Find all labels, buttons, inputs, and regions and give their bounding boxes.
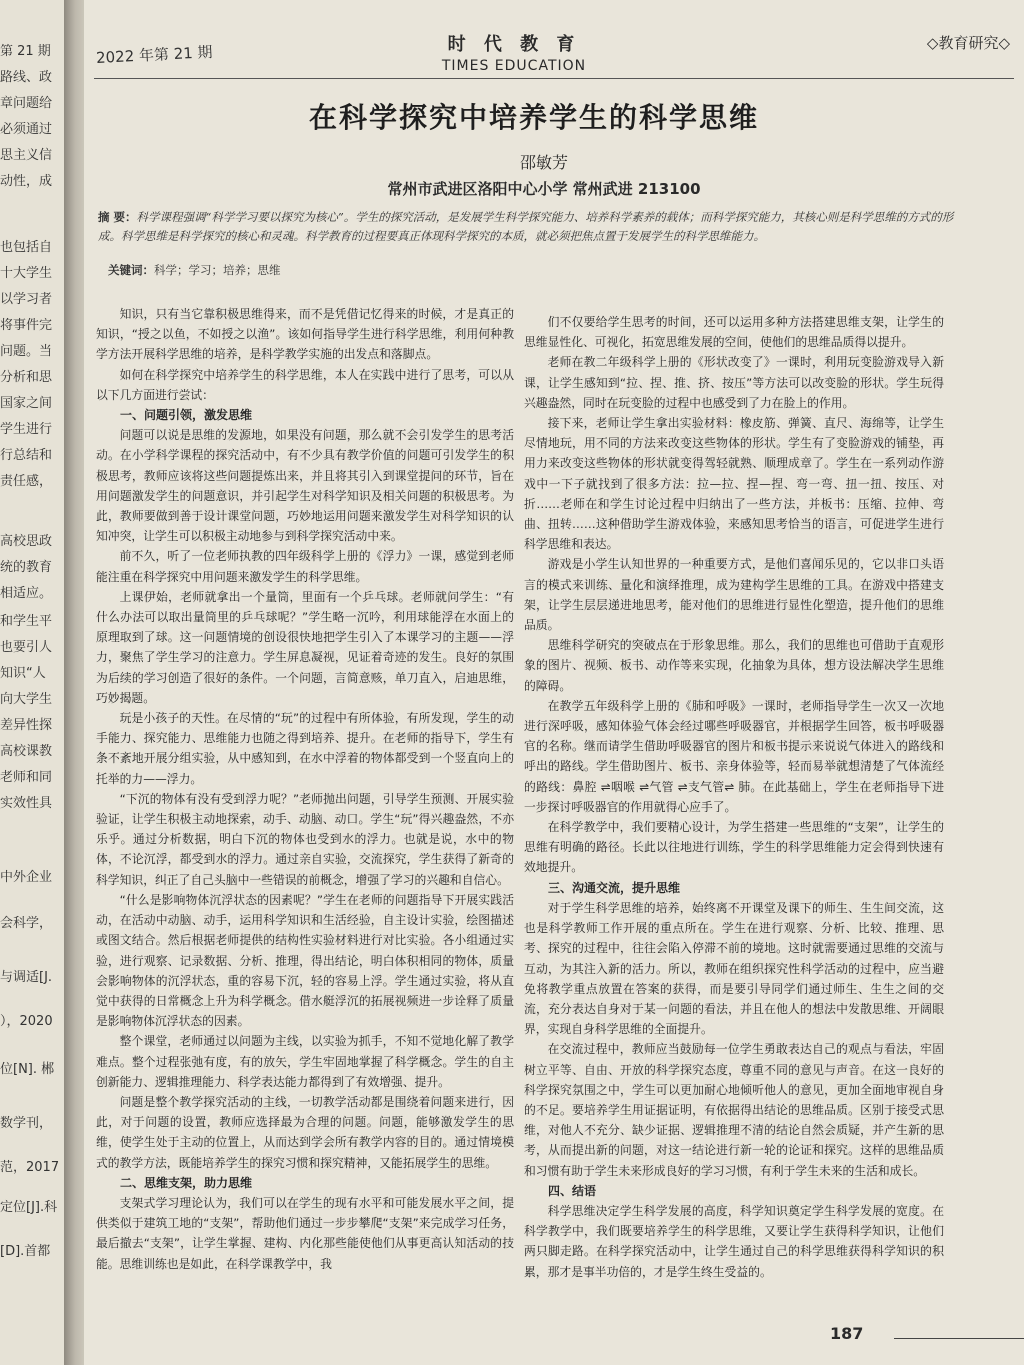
section-heading: 四、结语: [548, 1183, 597, 1198]
left-page-line: 相适应。: [0, 586, 53, 601]
journal-page: [84, 0, 1024, 1365]
keywords-text: 科学；学习；培养；思维: [154, 263, 281, 277]
left-page-line: 将事件完: [0, 318, 53, 333]
left-page-line: ），2020: [0, 1014, 53, 1029]
left-page-line: 也要引人: [0, 640, 53, 655]
journal-name-cn: 时 代 教 育: [447, 34, 581, 55]
body-paragraph: 问题可以说是思维的发源地，如果没有问题，那么就不会引发学生的思考活动。在小学科学课程的探究活动中，有不少具有教学价值的问题可引发学生的积极思考，教师应该将这些问题提炼出来，并且将其引入到课堂提问的环节，旨在用问题激发学生的问题意识，并引起学生对科学知识及相关问题的积极思考。为此，教师要做到善于设计课堂问题，巧妙地运用问题来激发学生对科学知识的认知冲突，让学生可以积极主动地参与到科学探究活动中来。: [96, 428, 514, 544]
body-paragraph: 对于学生科学思维的培养，始终离不开课堂及课下的师生、生生间交流，这也是科学教师工作开展的重点所在。学生在进行观察、分析、比较、推理、思考、探究的过程中，往往会陷入停滞不前的境地。这时就需要通过思维的交流与互动，为其注入新的活力。所以，教师在组织探究性科学活动的过程中，应当避免将教学重点放置在答案的获得，而是要引导同学们通过师生、生生之间的交流，充分表达自身对于某一问题的看法，并且在他人的想法中发散思维、开阔眼界，实现自身科学思维的全面提升。: [524, 900, 944, 1037]
body-paragraph: 在教学五年级科学上册的《肺和呼吸》一课时，老师指导学生一次又一次地进行深呼吸，感知体验气体会经过哪些呼吸器官，并根据学生回答，板书呼吸器官的名称。继而请学生借助呼吸器官的图片和板书提示来说说气体进入的路线和呼出的路线。学生借助图片、板书、亲身体验等，轻而易举就想清楚了气体流经的路线：鼻腔 ⇌咽喉 ⇌气管 ⇌支气管⇌ 肺。在此基础上，学生在老师指导下进一步探讨呼吸器官的作用就得心应手了。: [524, 698, 944, 814]
abstract-text: 科学课程强调“科学学习要以探究为核心”。学生的探究活动，是发展学生科学探究能力、培养科学素养的载体；而科学探究能力，其核心则是科学思维的方式的形成。科学思维是科学探究的核心和灵魂。科学教育的过程要真正体现科学探究的本质，就必须把焦点置于发展学生的科学思维能力。: [98, 210, 954, 243]
body-paragraph: 思维科学研究的突破点在于形象思维。那么，我们的思维也可借助于直观形象的图片、视频、板书、动作等来实现，化抽象为具体，想方设法解决学生思维的障碍。: [524, 638, 944, 693]
left-page-line: 动性，成: [0, 174, 53, 189]
issue-label: 2022 年第 21 期: [95, 42, 213, 68]
keywords: [108, 262, 281, 278]
section-heading: 三、沟通交流，提升思维: [548, 880, 681, 895]
left-page-line: 必须通过: [0, 122, 53, 137]
section-label: ◇教育研究◇: [926, 34, 1010, 52]
body-paragraph: 在交流过程中，教师应当鼓励每一位学生勇敢表达自己的观点与看法，牢固树立平等、自由、开放的科学探究态度，尊重不同的意见与声音。在这一良好的科学探究氛围之中，学生可以更加耐心地倾听他人的意见，更加全面地审视自身的不足。要培养学生用证据证明，有依据得出结论的思维品质。区别于接受式思维，对他人不充分、缺少证据、逻辑推理不清的结论自然会质疑，并产生新的思考，从而提出新的问题，对这一结论进行新一轮的论证和探究。这样的思维品质和习惯有助于学生未来形成良好的学习习惯，有利于学生未来的生活和成长。: [524, 1042, 944, 1178]
left-page-line: 差异性探: [0, 718, 53, 733]
body-paragraph: 如何在科学探究中培养学生的科学思维，本人在实践中进行了思考，可以从以下几方面进行尝试：: [96, 367, 514, 402]
body-paragraph: 支架式学习理论认为，我们可以在学生的现有水平和可能发展水平之间，提供类似于建筑工地的“支架”，帮助他们通过一步步攀爬“支架”来完成学习任务，最后撤去“支架”，让学生掌握、建构、内化那些能使他们从事更高认知活动的技能。思维训练也是如此，在科学课教学中，我: [96, 1195, 514, 1271]
body-paragraph: 知识，只有当它靠积极思维得来，而不是凭借记忆得来的时候，才是真正的知识，“授之以鱼，不如授之以渔”。该如何指导学生进行科学思维，利用何种教学方法开展科学思维的培养，是科学教学实施的出发点和落脚点。: [96, 307, 514, 362]
body-paragraph: 游戏是小学生认知世界的一种重要方式，是他们喜闻乐见的，它以非口头语言的模式来训练、量化和演绎推理，成为建构学生思维的工具。在游戏中搭建支架，让学生层层递进地思考，能对他们的思维进行显性化塑造，提升他们的思维品质。: [524, 557, 944, 633]
left-page-fragment: [0, 0, 72, 1365]
body-column-left: [96, 304, 514, 1274]
left-page-line: 和学生平: [0, 614, 53, 629]
left-page-line: 范，2017: [0, 1160, 60, 1175]
left-page-line: 问题。当: [0, 344, 53, 359]
page-number: 187: [830, 1324, 864, 1343]
left-page-line: 与调适[J.: [0, 970, 53, 985]
left-page-line: 中外企业: [0, 870, 53, 885]
left-page-line: [D].首都: [0, 1244, 51, 1259]
left-page-line: 统的教育: [0, 560, 53, 575]
article-author: 邵敏芳: [519, 153, 568, 172]
article-title: 在科学探究中培养学生的科学思维: [308, 101, 759, 134]
body-paragraph: 前不久，听了一位老师执教的四年级科学上册的《浮力》一课，感觉到老师能注重在科学探究中用问题来激发学生的科学思维。: [96, 549, 514, 584]
keywords-label: 关键词：: [108, 263, 154, 277]
running-header: [84, 22, 1024, 82]
left-page-line: 数学刊，: [0, 1116, 53, 1131]
left-page-line: 定位[J].科: [0, 1200, 58, 1215]
abstract: [98, 208, 958, 246]
left-page-line: 高校课教: [0, 744, 53, 759]
left-page-line: 向大学生: [0, 692, 53, 707]
left-page-line: 十大学生: [0, 266, 53, 281]
left-page-line: 实效性具: [0, 796, 53, 811]
body-paragraph: 科学思维决定学生科学发展的高度，科学知识奠定学生科学发展的宽度。在科学教学中，我们既要培养学生的科学思维，又要让学生获得科学知识，让他们两只脚走路。在科学探究活动中，让学生通过自己的科学思维获得科学知识的积累，那才是事半功倍的，才是学生终生受益的。: [524, 1203, 944, 1279]
section-heading: 二、思维支架，助力思维: [120, 1175, 253, 1190]
left-page-line: 学生进行: [0, 422, 53, 437]
journal-name-en: TIMES EDUCATION: [441, 58, 587, 74]
left-page-line: 高校思政: [0, 534, 53, 549]
journal-masthead: [414, 30, 614, 74]
left-page-line: 章问题给: [0, 96, 53, 111]
abstract-label: 摘 要：: [98, 210, 137, 224]
left-page-line: 路线、政: [0, 70, 53, 85]
left-page-line: 责任感，: [0, 474, 53, 489]
body-paragraph: 们不仅要给学生思考的时间，还可以运用多种方法搭建思维支架，让学生的思维显性化、可视化，拓宽思维发展的空间，使他们的思维品质得以提升。: [524, 315, 944, 350]
body-column-right: [524, 312, 944, 1282]
section-heading: 一、问题引领，激发思维: [120, 408, 253, 423]
left-page-line: 以学习者: [0, 292, 53, 307]
footer-rule: [894, 1338, 1024, 1339]
left-page-line: 位[N]. 郴: [0, 1062, 55, 1077]
left-page-line: 也包括自: [0, 240, 53, 255]
left-page-line: 知识“人: [0, 666, 46, 681]
left-page-line: 思主义信: [0, 148, 53, 163]
body-paragraph: 上课伊始，老师就拿出一个量筒，里面有一个乒乓球。老师就问学生：“有什么办法可以取出量筒里的乒乓球呢？”学生略一沉吟，利用球能浮在水面上的原理取到了球。这一问题情境的创设很快地把学生引入了本课学习的主题——浮力，聚焦了学生学习的注意力。学生屏息凝视，见证着奇迹的发生。良好的氛围为后续的学习创造了很好的条件。一个问题，言简意赅，单刀直入，启迪思维，巧妙揭题。: [96, 589, 514, 705]
article-affiliation: 常州市武进区洛阳中心小学 常州武进 213100: [387, 180, 701, 198]
left-page-line: 会科学，: [0, 916, 53, 931]
body-paragraph: 玩是小孩子的天性。在尽情的“玩”的过程中有所体验，有所发现，学生的动手能力、探究能力、思维能力也随之得到培养、提升。在老师的指导下，学生有条不紊地开展分组实验，从中感知到，在水中浮着的物体都受到一个竖直向上的托举的力——浮力。: [96, 711, 514, 786]
left-page-line: 第 21 期: [0, 44, 51, 59]
body-paragraph: 接下来，老师让学生拿出实验材料：橡皮筋、弹簧、直尺、海绵等，让学生尽情地玩，用不同的方法来改变这些物体的形状。学生有了变脸游戏的铺垫，再用力来改变这些物体的形状就变得驾轻就熟、顺理成章了。学生在一系列动作游戏中一下子就找到了很多方法：拉—拉、捏—捏、弯一弯、扭一扭、按压、对折……老师在和学生讨论过程中归纳出了一些方法，并板书：压缩、拉伸、弯曲、扭转……这种借助学生游戏体验，来感知思考恰当的语言，可促进学生进行科学思维和表达。: [524, 416, 944, 552]
header-rule: [94, 78, 1014, 79]
left-page-line: 国家之间: [0, 396, 53, 411]
body-paragraph: 老师在教二年级科学上册的《形状改变了》一课时，利用玩变脸游戏导入新课，让学生感知到“拉、捏、推、挤、按压”等方法可以改变脸的形状。学生玩得兴趣盎然，同时在玩变脸的过程中也感受到了力在脸上的作用。: [524, 355, 944, 410]
body-paragraph: “什么是影响物体沉浮状态的因素呢？”学生在老师的问题指导下开展实践活动，在活动中动脑、动手，运用科学知识和生活经验，自主设计实验，绘图描述或图文结合。然后根据老师提供的结构性实验材料进行对比实验。各小组通过实验，进行观察、记录数据、分析、推理，得出结论，明白体积相同的物体，质量会影响物体的沉浮状态，重的容易下沉，轻的容易上浮。学生通过实验，将从直觉中获得的日常概念上升为科学概念。借水艇浮沉的拓展视频进一步诠释了质量是影响物体沉浮状态的因素。: [96, 892, 514, 1029]
left-page-line: 老师和同: [0, 770, 53, 785]
body-paragraph: “下沉的物体有没有受到浮力呢？”老师抛出问题，引导学生预测、开展实验验证，让学生积极主动地探索，动手、动脑、动口。学生“玩”得兴趣盎然，不亦乐乎。通过分析数据，明白下沉的物体也受到水的浮力。也就是说，水中的物体，不论沉浮，都受到水的浮力。通过亲自实验，交流探究，学生获得了新奇的科学知识，纠正了自己头脑中一些错误的前概念，增强了学习的兴趣和自信心。: [96, 791, 514, 887]
left-page-line: 行总结和: [0, 448, 53, 463]
left-page-line: 分析和思: [0, 370, 53, 385]
body-paragraph: 整个课堂，老师通过以问题为主线，以实验为抓手，不知不觉地化解了教学难点。整个过程张弛有度，有的放矢，学生牢固地掌握了科学概念。学生的自主创新能力、逻辑推理能力、科学表达能力都得到了有效增强、提升。: [96, 1034, 514, 1089]
body-paragraph: 在科学教学中，我们要精心设计，为学生搭建一些思维的“支架”，让学生的思维有明确的路径。长此以往地进行训练，学生的科学思维能力定会得到快速有效地提升。: [524, 820, 944, 875]
body-paragraph: 问题是整个教学探究活动的主线，一切教学活动都是围绕着问题来进行，因此，对于问题的设置，教师应选择最为合理的问题。问题，能够激发学生的思维，使学生处于主动的位置上，从而达到学会所有教学内容的目的。通过情境模式的教学方法，既能培养学生的探究习惯和探究精神，又能拓展学生的思维。: [96, 1094, 514, 1170]
